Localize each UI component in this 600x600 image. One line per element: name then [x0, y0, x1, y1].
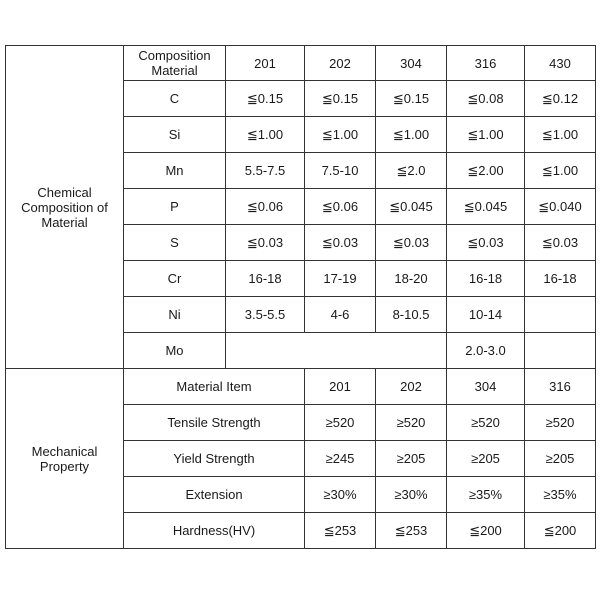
table-cell: ≦253: [305, 513, 376, 549]
chemical-group-label: [6, 46, 124, 369]
composition-header-label: Composition Material: [138, 48, 211, 78]
table-cell: ≦200: [447, 513, 525, 549]
element-label: Mo: [124, 333, 226, 369]
mechanical-header-row: [6, 369, 596, 405]
table-cell: ≥205: [525, 441, 596, 477]
table-cell: 16-18: [447, 261, 525, 297]
property-label: Extension: [124, 477, 305, 513]
mech-grade-header-304: 304: [447, 369, 525, 405]
grade-header-304: 304: [376, 46, 447, 81]
composition-header-cell: [124, 46, 226, 81]
element-label: Mn: [124, 153, 226, 189]
table-cell: ≥520: [447, 405, 525, 441]
table-cell: ≦253: [376, 513, 447, 549]
element-label: S: [124, 225, 226, 261]
grade-header-201: 201: [226, 46, 305, 81]
table-cell-merged: [226, 333, 447, 369]
table-cell: ≦2.00: [447, 153, 525, 189]
table-cell: ≥205: [447, 441, 525, 477]
table-cell: ≦0.15: [226, 81, 305, 117]
table-cell: ≥35%: [447, 477, 525, 513]
table-cell: ≦0.06: [226, 189, 305, 225]
table-cell: [525, 333, 596, 369]
table-cell: 17-19: [305, 261, 376, 297]
table-cell: ≥520: [525, 405, 596, 441]
grade-header-430: 430: [525, 46, 596, 81]
mech-grade-header-202: 202: [376, 369, 447, 405]
table-cell: 8-10.5: [376, 297, 447, 333]
table-cell: ≦0.03: [447, 225, 525, 261]
table-cell: 18-20: [376, 261, 447, 297]
table-cell: 5.5-7.5: [226, 153, 305, 189]
table-cell: ≦2.0: [376, 153, 447, 189]
grade-header-202: 202: [305, 46, 376, 81]
table-cell: 2.0-3.0: [447, 333, 525, 369]
property-label: Tensile Strength: [124, 405, 305, 441]
element-label: Si: [124, 117, 226, 153]
table-cell: ≦1.00: [226, 117, 305, 153]
element-label: Ni: [124, 297, 226, 333]
element-label: Cr: [124, 261, 226, 297]
table-cell: ≦0.06: [305, 189, 376, 225]
grade-header-316: 316: [447, 46, 525, 81]
table-cell: ≥35%: [525, 477, 596, 513]
table-cell: ≥520: [305, 405, 376, 441]
table-cell: ≦200: [525, 513, 596, 549]
stainless-steel-spec-table: [5, 45, 596, 549]
table-cell: ≥520: [376, 405, 447, 441]
table-cell: ≦0.03: [226, 225, 305, 261]
table-cell: ≦0.15: [305, 81, 376, 117]
table-cell: ≦0.03: [376, 225, 447, 261]
table-cell: ≦0.040: [525, 189, 596, 225]
chemical-group-label-line-1: Chemical Composition of Material: [21, 184, 108, 230]
property-label: Hardness(HV): [124, 513, 305, 549]
element-label: C: [124, 81, 226, 117]
table-cell: ≦0.045: [447, 189, 525, 225]
table-cell: 16-18: [226, 261, 305, 297]
property-label: Yield Strength: [124, 441, 305, 477]
table-cell: ≦0.15: [376, 81, 447, 117]
table-cell: 4-6: [305, 297, 376, 333]
table-cell: ≦1.00: [525, 117, 596, 153]
chemical-header-row: [6, 46, 596, 81]
table-cell: ≦0.045: [376, 189, 447, 225]
table-cell: ≥30%: [305, 477, 376, 513]
table-cell: ≦0.03: [525, 225, 596, 261]
mechanical-group-label-text: Mechanical Property: [31, 443, 98, 474]
table-cell: ≦1.00: [525, 153, 596, 189]
table-cell: ≥245: [305, 441, 376, 477]
mech-grade-header-201: 201: [305, 369, 376, 405]
table-cell: 3.5-5.5: [226, 297, 305, 333]
table-cell: ≦1.00: [305, 117, 376, 153]
mech-grade-header-316: 316: [525, 369, 596, 405]
table-cell: ≦1.00: [376, 117, 447, 153]
table-cell: ≦0.12: [525, 81, 596, 117]
table-cell: [525, 297, 596, 333]
table-cell: ≥205: [376, 441, 447, 477]
table-cell: 16-18: [525, 261, 596, 297]
mechanical-group-label: [6, 369, 124, 549]
table-cell: ≥30%: [376, 477, 447, 513]
element-label: P: [124, 189, 226, 225]
table-cell: 10-14: [447, 297, 525, 333]
material-item-header: Material Item: [124, 369, 305, 405]
table-cell: ≦0.03: [305, 225, 376, 261]
table-cell: ≦0.08: [447, 81, 525, 117]
table-cell: 7.5-10: [305, 153, 376, 189]
table-cell: ≦1.00: [447, 117, 525, 153]
